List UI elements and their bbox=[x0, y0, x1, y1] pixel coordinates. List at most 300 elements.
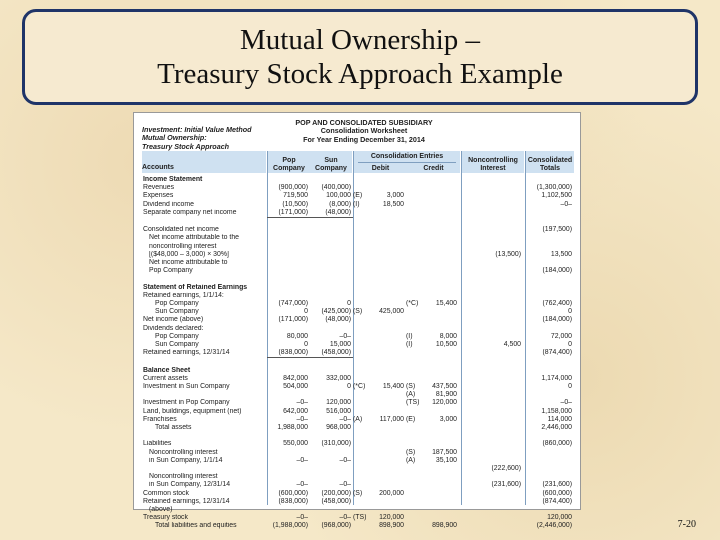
cell-pop bbox=[267, 218, 310, 227]
cell-dr-amt bbox=[369, 349, 406, 358]
col-header-accounts: Accounts bbox=[142, 164, 174, 171]
cell-dr-amt bbox=[369, 358, 406, 367]
cell-nci bbox=[459, 498, 523, 506]
cell-pop bbox=[267, 259, 310, 267]
cell-cr-code bbox=[406, 473, 422, 481]
cell-dr-amt: 117,000 bbox=[379, 415, 404, 423]
cell-label: Revenues bbox=[143, 184, 175, 192]
cell-label bbox=[142, 391, 267, 399]
table-row bbox=[142, 243, 574, 251]
cell-cr-amt bbox=[422, 316, 459, 324]
cell-sun bbox=[310, 465, 353, 473]
cell-total: 13,500 bbox=[550, 250, 572, 258]
cell-pop: (171,000) bbox=[267, 209, 310, 218]
cell-dr-code bbox=[353, 316, 369, 324]
col-header-pop-line1: Pop bbox=[282, 157, 296, 164]
cell-nci bbox=[459, 243, 523, 251]
cell-sun: (458,000) bbox=[321, 497, 351, 505]
cell-label: Treasury stock bbox=[143, 514, 188, 522]
cell-label: Pop Company bbox=[155, 332, 199, 340]
cell-label: Current assets bbox=[143, 374, 188, 382]
cell-pop: (838,000) bbox=[267, 349, 310, 358]
col-header-credit: Credit bbox=[423, 165, 444, 172]
cell-sun: 100,000 bbox=[326, 192, 351, 200]
cell-total bbox=[523, 234, 574, 242]
cell-total: (874,400) bbox=[542, 349, 572, 357]
cell-dr-amt bbox=[369, 325, 406, 333]
cell-cr-amt bbox=[422, 176, 459, 184]
cell-cr-amt bbox=[422, 375, 459, 383]
cell-cr-amt bbox=[422, 218, 459, 227]
cell-cr-code bbox=[406, 375, 422, 383]
table-row bbox=[142, 358, 574, 367]
cell-label: Statement of Retained Earnings bbox=[143, 283, 248, 291]
cell-nci: (13,500) bbox=[495, 250, 521, 258]
cell-nci bbox=[459, 349, 523, 358]
cell-cr-amt bbox=[422, 243, 459, 251]
cell-nci bbox=[459, 424, 523, 432]
cell-total: (600,000) bbox=[542, 489, 572, 497]
cell-total bbox=[523, 218, 574, 227]
cell-sun bbox=[310, 367, 353, 375]
cell-pop: (171,000) bbox=[278, 316, 308, 324]
cell-dr-code bbox=[353, 457, 369, 465]
table-row bbox=[142, 308, 574, 316]
cell-dr-code bbox=[353, 275, 369, 283]
worksheet-table bbox=[142, 176, 574, 531]
cell-sun: (400,000) bbox=[321, 184, 351, 192]
cell-sun: (48,000) bbox=[310, 209, 353, 218]
table-row bbox=[142, 226, 574, 234]
cell-pop bbox=[267, 465, 310, 473]
cell-sun bbox=[310, 275, 353, 283]
cell-pop bbox=[267, 506, 310, 514]
cell-dr-amt bbox=[369, 465, 406, 473]
cell-cr-code bbox=[406, 275, 422, 283]
cell-dr-code: (I) bbox=[353, 200, 360, 208]
table-row bbox=[142, 333, 574, 341]
cell-nci: (222,600) bbox=[491, 465, 521, 473]
cell-dr-amt bbox=[369, 251, 406, 259]
cell-sun bbox=[310, 234, 353, 242]
cell-pop: –0– bbox=[296, 415, 308, 423]
cell-cr-amt bbox=[422, 292, 459, 300]
cell-label: Franchises bbox=[143, 415, 177, 423]
cell-sun: 120,000 bbox=[326, 399, 351, 407]
cell-cr-code bbox=[406, 201, 422, 209]
cell-pop: 642,000 bbox=[283, 407, 308, 415]
cell-dr-code bbox=[353, 399, 369, 407]
cell-sun: 0 bbox=[347, 383, 351, 391]
cell-pop bbox=[267, 292, 310, 300]
cell-dr-code bbox=[353, 358, 369, 367]
cell-dr-code bbox=[353, 259, 369, 267]
period-line: For Year Ending December 31, 2014 bbox=[303, 134, 425, 144]
cell-pop bbox=[267, 449, 310, 457]
col-header-sun bbox=[310, 157, 352, 172]
cell-dr-amt bbox=[369, 449, 406, 457]
cell-dr-amt bbox=[369, 275, 406, 283]
cell-dr-code bbox=[353, 333, 369, 341]
cell-cr-amt bbox=[422, 308, 459, 316]
cell-cr-code bbox=[406, 234, 422, 242]
cell-dr-code bbox=[353, 473, 369, 481]
cell-label: Pop Company bbox=[149, 267, 193, 275]
cell-sun bbox=[310, 358, 353, 367]
cell-label: Dividends declared: bbox=[143, 324, 204, 332]
cell-cr-amt bbox=[422, 514, 459, 522]
table-row bbox=[142, 465, 574, 473]
cell-dr-amt bbox=[369, 391, 406, 399]
cell-cr-amt bbox=[422, 267, 459, 275]
table-row bbox=[142, 383, 574, 391]
cell-label: Pop Company bbox=[155, 300, 199, 308]
cell-sun bbox=[310, 259, 353, 267]
cell-total: (874,400) bbox=[542, 497, 572, 505]
cell-total bbox=[523, 457, 574, 465]
cell-pop: (747,000) bbox=[278, 300, 308, 308]
table-row bbox=[142, 514, 574, 522]
company-title: POP AND CONSOLIDATED SUBSIDIARY bbox=[295, 118, 433, 127]
cell-cr-code bbox=[406, 432, 422, 440]
cell-cr-amt bbox=[422, 209, 459, 218]
cell-pop bbox=[267, 226, 310, 234]
cell-label: Sun Company bbox=[155, 308, 199, 316]
cell-total: 114,000 bbox=[547, 415, 572, 423]
cell-total bbox=[523, 292, 574, 300]
cell-dr-code bbox=[353, 341, 369, 349]
cell-sun bbox=[310, 176, 353, 184]
cell-nci bbox=[459, 333, 523, 341]
cell-dr-code: (S) bbox=[353, 489, 363, 497]
cell-label: Dividend income bbox=[143, 200, 194, 208]
cell-cr-code bbox=[406, 424, 422, 432]
cell-nci bbox=[459, 391, 523, 399]
cell-sun: (458,000) bbox=[310, 349, 353, 358]
cell-sun: 332,000 bbox=[326, 374, 351, 382]
cell-sun: –0– bbox=[339, 415, 351, 423]
cell-dr-code bbox=[353, 243, 369, 251]
cell-label: Sun Company bbox=[155, 341, 199, 349]
table-row bbox=[142, 416, 574, 424]
col-header-sun-line1: Sun bbox=[324, 157, 338, 164]
cell-cr-code bbox=[406, 209, 422, 218]
cell-cr-code: (I) bbox=[406, 341, 413, 349]
cell-dr-code bbox=[353, 234, 369, 242]
table-row bbox=[142, 506, 574, 514]
cell-total bbox=[523, 506, 574, 514]
cell-dr-code bbox=[353, 432, 369, 440]
entries-divider bbox=[358, 162, 456, 163]
cell-cr-amt bbox=[422, 259, 459, 267]
cell-sun: –0– bbox=[339, 514, 351, 522]
cell-nci bbox=[459, 275, 523, 283]
cell-cr-code bbox=[406, 440, 422, 448]
cell-cr-amt bbox=[422, 432, 459, 440]
cell-cr-code bbox=[406, 284, 422, 292]
cell-cr-code: (E) bbox=[406, 415, 416, 423]
table-row bbox=[142, 209, 574, 218]
cell-cr-amt bbox=[422, 226, 459, 234]
cell-cr-code: (S) bbox=[406, 448, 416, 456]
cell-dr-amt bbox=[369, 243, 406, 251]
cell-cr-amt bbox=[422, 506, 459, 514]
cell-label: Net income (above) bbox=[143, 316, 204, 324]
cell-cr-code: (S) bbox=[406, 383, 416, 391]
cell-pop: (838,000) bbox=[278, 497, 308, 505]
cell-dr-amt: 120,000 bbox=[379, 514, 404, 522]
cell-sun bbox=[310, 506, 353, 514]
col-header-nci bbox=[462, 157, 524, 172]
cell-total: (184,000) bbox=[542, 267, 572, 275]
cell-cr-amt: 120,000 bbox=[432, 399, 457, 407]
cell-total bbox=[523, 284, 574, 292]
cell-sun: (48,000) bbox=[325, 316, 351, 324]
table-row bbox=[142, 341, 574, 349]
cell-sun: –0– bbox=[339, 456, 351, 464]
cell-total: 1,102,500 bbox=[541, 192, 572, 200]
table-row bbox=[142, 284, 574, 292]
cell-cr-code bbox=[406, 481, 422, 489]
cell-pop bbox=[267, 284, 310, 292]
cell-label bbox=[142, 465, 267, 473]
table-row bbox=[142, 184, 574, 192]
cell-dr-code: (E) bbox=[353, 192, 363, 200]
cell-nci bbox=[459, 218, 523, 227]
col-header-sun-line2: Company bbox=[315, 164, 347, 172]
cell-nci bbox=[459, 457, 523, 465]
cell-cr-code: (I) bbox=[406, 332, 413, 340]
cell-cr-amt bbox=[422, 424, 459, 432]
cell-pop bbox=[267, 251, 310, 259]
table-row bbox=[142, 408, 574, 416]
cell-cr-amt: 187,500 bbox=[432, 448, 457, 456]
col-header-pop bbox=[268, 157, 310, 172]
cell-nci bbox=[459, 325, 523, 333]
cell-total bbox=[523, 473, 574, 481]
cell-nci: (231,600) bbox=[491, 481, 521, 489]
cell-nci bbox=[459, 449, 523, 457]
cell-pop: 0 bbox=[304, 341, 308, 349]
cell-cr-code bbox=[406, 267, 422, 275]
table-row bbox=[142, 432, 574, 440]
cell-label: Investment in Pop Company bbox=[143, 399, 230, 407]
col-header-totals-line2: Totals bbox=[539, 164, 561, 172]
cell-cr-amt bbox=[422, 184, 459, 192]
cell-total: (231,600) bbox=[542, 481, 572, 489]
table-row bbox=[142, 399, 574, 407]
cell-label: Noncontrolling interest bbox=[149, 473, 218, 481]
cell-cr-code bbox=[406, 465, 422, 473]
table-row bbox=[142, 391, 574, 399]
cell-nci bbox=[459, 316, 523, 324]
cell-cr-amt bbox=[422, 234, 459, 242]
cell-dr-amt bbox=[369, 440, 406, 448]
cell-total: –0– bbox=[560, 200, 572, 208]
cell-total: 0 bbox=[568, 383, 572, 391]
cell-cr-code bbox=[406, 176, 422, 184]
table-row bbox=[142, 490, 574, 498]
cell-label: Noncontrolling interest bbox=[149, 448, 218, 456]
table-row bbox=[142, 259, 574, 267]
cell-nci bbox=[459, 383, 523, 391]
cell-pop: –0– bbox=[296, 399, 308, 407]
cell-label: Balance Sheet bbox=[143, 366, 191, 374]
cell-cr-amt bbox=[422, 284, 459, 292]
cell-sun: (425,000) bbox=[321, 308, 351, 316]
cell-cr-code bbox=[406, 522, 422, 530]
cell-pop bbox=[267, 275, 310, 283]
cell-cr-amt bbox=[422, 490, 459, 498]
cell-dr-code bbox=[353, 440, 369, 448]
cell-cr-amt: 898,900 bbox=[432, 522, 457, 530]
cell-pop bbox=[267, 473, 310, 481]
table-row bbox=[142, 498, 574, 506]
cell-dr-amt bbox=[369, 284, 406, 292]
cell-dr-code bbox=[353, 449, 369, 457]
cell-total bbox=[523, 243, 574, 251]
cell-dr-amt bbox=[369, 341, 406, 349]
cell-total: 0 bbox=[568, 308, 572, 316]
cell-label: Consolidated net income bbox=[143, 226, 219, 234]
cell-nci bbox=[459, 358, 523, 367]
cell-nci bbox=[459, 399, 523, 407]
cell-cr-amt bbox=[422, 349, 459, 358]
cell-nci bbox=[459, 300, 523, 308]
cell-pop: (1,988,000) bbox=[272, 522, 308, 530]
col-header-pop-line2: Company bbox=[273, 164, 305, 172]
worksheet-name: Consolidation Worksheet bbox=[320, 126, 408, 136]
cell-sun bbox=[310, 292, 353, 300]
cell-label: Total liabilities and equities bbox=[155, 522, 237, 530]
cell-nci bbox=[459, 267, 523, 275]
table-row bbox=[142, 267, 574, 275]
cell-dr-amt bbox=[369, 375, 406, 383]
cell-pop: 842,000 bbox=[283, 374, 308, 382]
cell-label: Net income attributable to the bbox=[149, 234, 240, 242]
cell-pop: –0– bbox=[296, 514, 308, 522]
cell-cr-amt bbox=[422, 440, 459, 448]
cell-sun bbox=[310, 284, 353, 292]
cell-total bbox=[523, 176, 574, 184]
cell-cr-amt: 10,500 bbox=[435, 341, 457, 349]
cell-nci bbox=[459, 514, 523, 522]
cell-label: Common stock bbox=[143, 489, 189, 497]
cell-cr-code bbox=[406, 251, 422, 259]
cell-sun: 15,000 bbox=[329, 341, 351, 349]
cell-cr-code: (*C) bbox=[406, 300, 419, 308]
cell-cr-amt bbox=[422, 473, 459, 481]
cell-pop: 0 bbox=[304, 308, 308, 316]
cell-label: Income Statement bbox=[143, 176, 203, 183]
table-row bbox=[142, 449, 574, 457]
cell-pop: 504,000 bbox=[283, 383, 308, 391]
cell-dr-amt bbox=[369, 292, 406, 300]
method-line-2: Mutual Ownership: bbox=[142, 133, 207, 143]
cell-cr-code bbox=[406, 292, 422, 300]
cell-cr-amt bbox=[422, 275, 459, 283]
table-row bbox=[142, 457, 574, 465]
cell-dr-code bbox=[353, 176, 369, 184]
cell-pop bbox=[267, 176, 310, 184]
cell-cr-code bbox=[406, 325, 422, 333]
cell-dr-code: (*C) bbox=[353, 383, 366, 391]
cell-dr-code: (A) bbox=[353, 415, 363, 423]
cell-sun bbox=[310, 243, 353, 251]
cell-pop: –0– bbox=[296, 481, 308, 489]
cell-nci bbox=[459, 416, 523, 424]
cell-total bbox=[523, 449, 574, 457]
cell-dr-code bbox=[353, 300, 369, 308]
cell-cr-amt: 8,000 bbox=[439, 332, 457, 340]
cell-dr-code: (S) bbox=[353, 308, 363, 316]
cell-pop bbox=[267, 234, 310, 242]
cell-label: Retained earnings, 12/31/14 bbox=[143, 497, 230, 505]
cell-dr-code bbox=[353, 498, 369, 506]
cell-dr-amt bbox=[369, 176, 406, 184]
cell-dr-code bbox=[353, 506, 369, 514]
cell-cr-code bbox=[406, 259, 422, 267]
table-row bbox=[142, 367, 574, 375]
table-row bbox=[142, 522, 574, 530]
cell-total: 0 bbox=[568, 341, 572, 349]
cell-dr-code bbox=[353, 481, 369, 489]
cell-label bbox=[142, 218, 267, 227]
cell-sun: (8,000) bbox=[329, 200, 351, 208]
cell-cr-code bbox=[406, 490, 422, 498]
cell-pop bbox=[267, 243, 310, 251]
col-header-entries: Consolidation Entries bbox=[370, 153, 444, 160]
cell-total: (1,300,000) bbox=[536, 184, 572, 192]
cell-dr-code bbox=[353, 522, 369, 530]
cell-label: [($48,000 – 3,000) × 30%] bbox=[149, 250, 229, 258]
cell-dr-amt: 15,400 bbox=[382, 383, 404, 391]
cell-total: (184,000) bbox=[542, 316, 572, 324]
cell-sun bbox=[310, 473, 353, 481]
cell-dr-amt bbox=[369, 259, 406, 267]
cell-cr-code bbox=[406, 184, 422, 192]
cell-cr-code: (TS) bbox=[406, 399, 420, 407]
cell-total bbox=[523, 259, 574, 267]
cell-sun bbox=[310, 226, 353, 234]
cell-sun: 516,000 bbox=[326, 407, 351, 415]
cell-dr-code bbox=[353, 218, 369, 227]
cell-label: Retained earnings, 12/31/14 bbox=[143, 349, 230, 357]
cell-nci bbox=[459, 292, 523, 300]
cell-sun: 968,000 bbox=[326, 424, 351, 432]
cell-dr-code bbox=[353, 424, 369, 432]
cell-cr-code bbox=[406, 226, 422, 234]
cell-total bbox=[523, 358, 574, 367]
cell-label: Liabilities bbox=[143, 440, 172, 448]
cell-cr-code bbox=[406, 308, 422, 316]
cell-dr-amt: 18,500 bbox=[382, 200, 404, 208]
cell-label: Retained earnings, 1/1/14: bbox=[143, 291, 224, 299]
cell-cr-code bbox=[406, 498, 422, 506]
table-row bbox=[142, 192, 574, 200]
cell-total bbox=[523, 465, 574, 473]
cell-dr-code bbox=[353, 251, 369, 259]
cell-total: 120,000 bbox=[547, 514, 572, 522]
cell-pop: 719,500 bbox=[283, 192, 308, 200]
cell-nci bbox=[459, 432, 523, 440]
cell-dr-amt bbox=[369, 399, 406, 407]
cell-nci bbox=[459, 284, 523, 292]
cell-nci bbox=[459, 440, 523, 448]
cell-label: Net income attributable to bbox=[149, 259, 228, 267]
cell-dr-amt bbox=[369, 218, 406, 227]
cell-dr-amt bbox=[369, 184, 406, 192]
